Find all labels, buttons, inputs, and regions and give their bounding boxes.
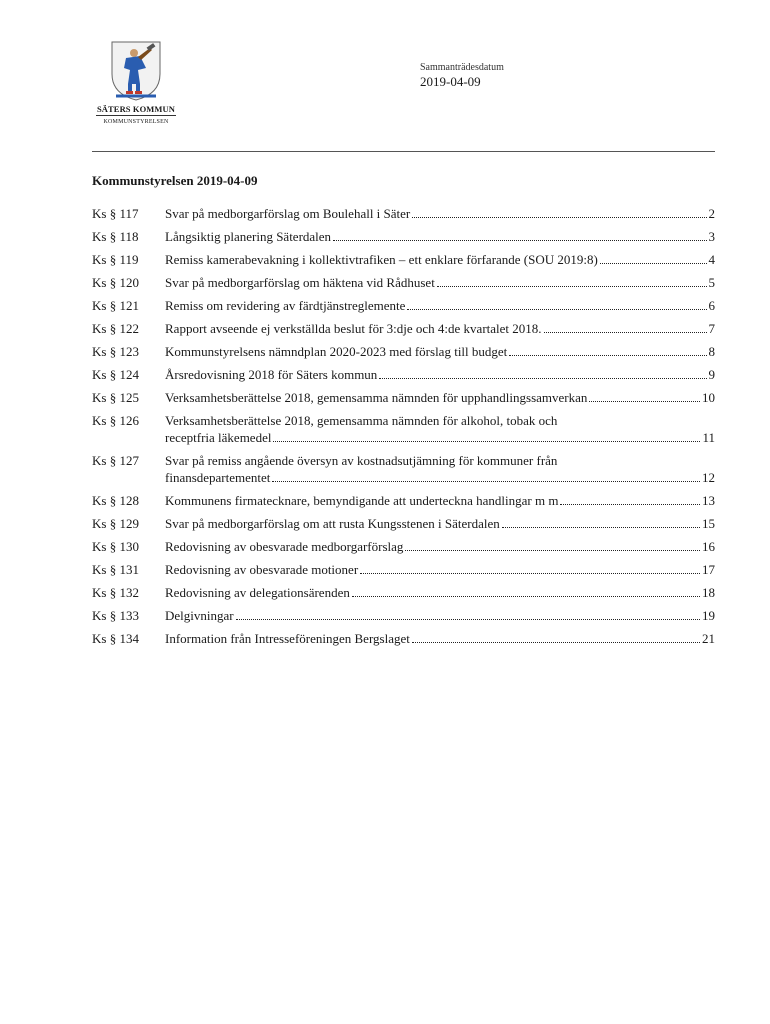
toc-entry-line — [165, 538, 715, 555]
toc-entry[interactable] — [92, 584, 715, 601]
toc-entry-body — [165, 607, 715, 624]
toc-entry-page: 18 — [702, 585, 715, 600]
toc-entry-number: Ks § 130 — [92, 539, 139, 554]
toc-entry-body — [165, 320, 715, 337]
toc-entry-line — [165, 343, 715, 360]
toc-entry[interactable] — [92, 251, 715, 268]
toc-entry-page: 3 — [708, 229, 715, 244]
toc-entry-page: 9 — [708, 367, 715, 382]
toc-entry-leader — [412, 217, 706, 218]
toc-entry-page: 21 — [702, 631, 715, 646]
toc-entry-leader — [405, 550, 700, 551]
toc-entry-body — [165, 538, 715, 555]
toc-entry-title: Årsredovisning 2018 för Säters kommun — [165, 367, 378, 382]
toc-entry[interactable] — [92, 389, 715, 406]
toc-entry-body — [165, 561, 715, 578]
toc-entry-leader — [360, 573, 700, 574]
coat-of-arms-icon — [110, 40, 162, 102]
toc-entry-page: 2 — [708, 206, 715, 221]
municipality-logo — [96, 40, 176, 132]
toc-entry[interactable] — [92, 412, 715, 446]
toc-entry-number: Ks § 134 — [92, 631, 139, 646]
toc-entry-leader — [437, 286, 707, 287]
toc-entry-number: Ks § 127 — [92, 453, 139, 468]
toc-entry[interactable] — [92, 538, 715, 555]
toc-entry[interactable] — [92, 561, 715, 578]
logo-subtitle: KOMMUNSTYRELSEN — [103, 119, 169, 125]
toc-entry-body — [165, 492, 715, 509]
toc-entry-title: Rapport avseende ej verkställda beslut för 3:dje och 4:de kvartalet 2018. — [165, 321, 542, 336]
toc-entry-leader — [509, 355, 706, 356]
toc-entry-page: 12 — [702, 470, 715, 485]
toc-entry-number: Ks § 128 — [92, 493, 139, 508]
toc-entry-page: 7 — [708, 321, 715, 336]
toc-entry-number: Ks § 133 — [92, 608, 139, 623]
toc-entry-title: Delgivningar — [165, 608, 234, 623]
toc-entry-page: 19 — [702, 608, 715, 623]
toc-entry-number: Ks § 126 — [92, 413, 139, 428]
toc-entry[interactable] — [92, 366, 715, 383]
toc-entry-number: Ks § 118 — [92, 229, 139, 244]
toc-entry-leader — [236, 619, 700, 620]
toc-entry-page: 6 — [708, 298, 715, 313]
toc-entry-line — [165, 297, 715, 314]
toc-entry-leader — [272, 481, 700, 482]
toc-entry-title: Kommunstyrelsens nämndplan 2020-2023 med förslag till budget — [165, 344, 508, 359]
toc-entry-body — [165, 515, 715, 532]
table-of-contents — [92, 205, 715, 653]
toc-entry-page: 10 — [702, 390, 715, 405]
toc-entry-title: Information från Intresseföreningen Bergslaget — [165, 631, 410, 646]
toc-entry[interactable] — [92, 630, 715, 647]
date-label: Sammanträdesdatum — [420, 62, 504, 73]
toc-entry-number: Ks § 119 — [92, 252, 139, 267]
toc-entry-leader — [273, 441, 700, 442]
toc-entry-line — [165, 366, 715, 383]
toc-entry-leader — [544, 332, 707, 333]
toc-entry-title: Remiss om revidering av färdtjänstreglemente — [165, 298, 406, 313]
toc-entry-page: 13 — [702, 493, 715, 508]
toc-entry[interactable] — [92, 274, 715, 291]
toc-entry-body — [165, 452, 715, 486]
toc-entry[interactable] — [92, 607, 715, 624]
toc-entry-body — [165, 584, 715, 601]
toc-entry-title-first-line: Svar på remiss angående översyn av kostnadsutjämning för kommuner från — [165, 453, 558, 468]
toc-entry-leader — [412, 642, 700, 643]
toc-entry-number: Ks § 124 — [92, 367, 139, 382]
toc-entry-line — [165, 274, 715, 291]
toc-entry-page: 8 — [708, 344, 715, 359]
toc-entry-number: Ks § 123 — [92, 344, 139, 359]
toc-entry-page: 17 — [702, 562, 715, 577]
toc-entry[interactable] — [92, 297, 715, 314]
toc-entry-title: Remiss kamerabevakning i kollektivtrafiken – ett enklare förfarande (SOU 2019:8) — [165, 252, 598, 267]
toc-entry-number: Ks § 120 — [92, 275, 139, 290]
toc-entry-body — [165, 630, 715, 647]
document-heading: Kommunstyrelsen 2019-04-09 — [92, 173, 258, 188]
toc-entry-body — [165, 205, 715, 222]
toc-entry-body — [165, 412, 715, 446]
toc-entry[interactable] — [92, 228, 715, 245]
toc-entry-line — [165, 607, 715, 624]
toc-entry[interactable] — [92, 320, 715, 337]
toc-entry[interactable] — [92, 205, 715, 222]
toc-entry-line — [165, 429, 715, 446]
toc-entry-line — [165, 228, 715, 245]
toc-entry-line — [165, 320, 715, 337]
toc-entry-page: 15 — [702, 516, 715, 531]
toc-entry-title-first-line: Verksamhetsberättelse 2018, gemensamma nämnden för alkohol, tobak och — [165, 413, 558, 428]
toc-entry-leader — [560, 504, 700, 505]
toc-entry-leader — [333, 240, 706, 241]
toc-entry-leader — [407, 309, 706, 310]
toc-entry-number: Ks § 132 — [92, 585, 139, 600]
toc-entry-number: Ks § 121 — [92, 298, 139, 313]
toc-entry-leader — [352, 596, 700, 597]
toc-entry-title: receptfria läkemedel — [165, 430, 272, 445]
toc-entry-line — [165, 251, 715, 268]
toc-entry-number: Ks § 122 — [92, 321, 139, 336]
toc-entry-leader — [600, 263, 707, 264]
toc-entry-line — [165, 492, 715, 509]
toc-entry-title: Redovisning av delegationsärenden — [165, 585, 350, 600]
toc-entry-leader — [589, 401, 700, 402]
toc-entry-line — [165, 515, 715, 532]
toc-entry-body — [165, 366, 715, 383]
toc-entry-body — [165, 274, 715, 291]
toc-entry-line — [165, 205, 715, 222]
toc-entry-number: Ks § 125 — [92, 390, 139, 405]
toc-entry[interactable] — [92, 343, 715, 360]
toc-entry[interactable] — [92, 452, 715, 486]
toc-entry-title: Redovisning av obesvarade medborgarförslag — [165, 539, 404, 554]
logo-title: SÄTERS KOMMUN — [96, 104, 176, 114]
toc-entry-title: Kommunens firmatecknare, bemyndigande att underteckna handlingar m m — [165, 493, 559, 508]
toc-entry-body — [165, 228, 715, 245]
toc-entry-title: Verksamhetsberättelse 2018, gemensamma nämnden för upphandlingssamverkan — [165, 390, 588, 405]
toc-entry-title: Svar på medborgarförslag om att rusta Kungsstenen i Säterdalen — [165, 516, 500, 531]
toc-entry-leader — [502, 527, 700, 528]
toc-entry-number: Ks § 129 — [92, 516, 139, 531]
toc-entry-body — [165, 389, 715, 406]
toc-entry-body — [165, 297, 715, 314]
toc-entry-page: 16 — [702, 539, 715, 554]
toc-entry-body — [165, 343, 715, 360]
header-divider — [92, 151, 715, 152]
toc-entry[interactable] — [92, 515, 715, 532]
toc-entry-line — [165, 584, 715, 601]
toc-entry-number: Ks § 117 — [92, 206, 139, 221]
toc-entry-title: finansdepartementet — [165, 470, 271, 485]
toc-entry-title: Svar på medborgarförslag om häktena vid Rådhuset — [165, 275, 435, 290]
toc-entry[interactable] — [92, 492, 715, 509]
toc-entry-page: 5 — [708, 275, 715, 290]
toc-entry-title: Långsiktig planering Säterdalen — [165, 229, 332, 244]
toc-entry-line — [165, 561, 715, 578]
toc-entry-page: 11 — [702, 430, 715, 445]
toc-entry-line — [165, 469, 715, 486]
date-value: 2019-04-09 — [420, 74, 481, 89]
toc-entry-title: Redovisning av obesvarade motioner — [165, 562, 359, 577]
toc-entry-page: 4 — [708, 252, 715, 267]
toc-entry-number: Ks § 131 — [92, 562, 139, 577]
toc-entry-title: Svar på medborgarförslag om Boulehall i Säter — [165, 206, 411, 221]
toc-entry-line — [165, 389, 715, 406]
toc-entry-leader — [379, 378, 706, 379]
toc-entry-line — [165, 630, 715, 647]
toc-entry-body — [165, 251, 715, 268]
